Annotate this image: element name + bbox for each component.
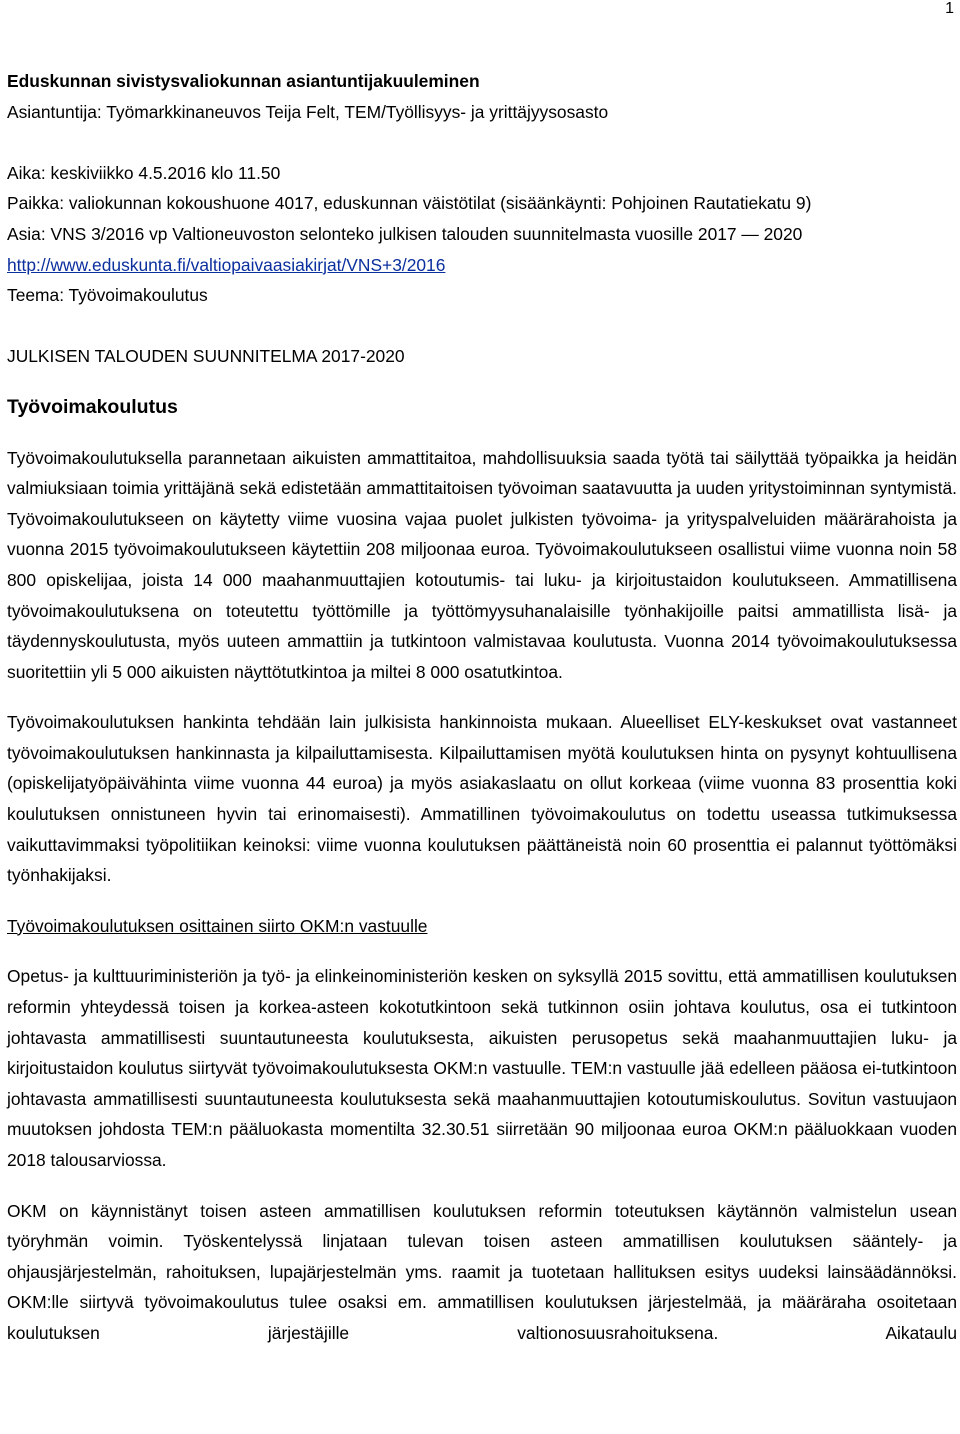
document-title: Eduskunnan sivistysvaliokunnan asiantuntijakuuleminen xyxy=(7,71,480,91)
spacer xyxy=(7,941,957,961)
paragraph-transfer: Opetus- ja kulttuuriministeriön ja työ- ja elinkeinoministeriön kesken on syksyllä 2015 sovittu, että ammatillisen koulutuksen reformin yhteydessä toisen ja korkea-asteen kokotutkintoon sekä tutkinnon osiin johtava koulutus, osa ei tutkintoon johtavasta ammatillisesti suuntautuneesta koulutuksesta, aikuisten perusopetus sekä maahanmuuttajien luku- ja kirjoitustaidon koulutus siirtyvät työvoimakoulutuksesta OKM:n vastuulle. TEM:n vastuulle jää edelleen pääosa ei-tutkintoon johtavasta ammatillisesti suuntautuneesta koulutuksesta sekä maahanmuuttajien kotoutumiskoulutus. Sovitun vastuujaon muutoksen johdosta TEM:n pääluokasta momentilta 32.30.51 siirretään 90 miljoonaa euroa OKM:n pääluokkaan vuoden 2018 talousarviossa. xyxy=(7,966,957,1170)
time-line: Aika: keskiviikko 4.5.2016 klo 11.50 xyxy=(7,162,281,183)
spacer xyxy=(7,687,957,707)
spacer xyxy=(7,127,957,158)
section-heading: Työvoimakoulutus xyxy=(7,395,178,418)
place-line: Paikka: valiokunnan kokoushuone 4017, eduskunnan väistötilat (sisäänkäynti: Pohjoinen Rautatiekatu 9) xyxy=(7,193,812,214)
paragraph-training-overview: Työvoimakoulutuksella parannetaan aikuisten ammattitaitoa, mahdollisuuksia saada työtä tai säilyttää työpaikka ja heidän valmiuksiaan toimia yrittäjänä sekä edistetään ammattitaitoisen työvoiman saatavuutta ja uuden yritystoiminnan syntymistä. Työvoimakoulutukseen on käytetty viime vuosina vajaa puolet julkisten työvoima- ja yrityspalveluiden määrärahoista ja vuonna 2015 työvoimakoulutukseen käytettiin 208 miljoonaa euroa. Työvoimakoulutukseen osallistui viime vuonna noin 58 800 opiskelijaa, joista 14 000 maahanmuuttajien kotoutumis- tai luku- ja kirjoitustaidon koulutukseen. Ammatillisena työvoimakoulutuksena on toteutettu työttömille ja työttömyysuhanalaisille työnhakijoille paitsi ammatillista lisä- ja täydennyskoulutusta, myös uuteen ammattiin ja tutkintoon valmistavaa koulutusta. Vuonna 2014 työvoimakoulutuksessa suoritettiin yli 5 000 aikuisten näyttötutkintoa ja miltei 8 000 osatutkintoa. xyxy=(7,447,957,682)
matter-line: Asia: VNS 3/2016 vp Valtioneuvoston selonteko julkisen talouden suunnitelmasta vuosille 2017 — 2020 xyxy=(7,223,803,244)
spacer xyxy=(7,372,957,392)
expert-line: Asiantuntija: Työmarkkinaneuvos Teija Felt, TEM/Työllisyys- ja yrittäjyysosasto xyxy=(7,101,609,122)
paragraph-reform: OKM on käynnistänyt toisen asteen ammatillisen koulutuksen reformin toteutuksen käytännön valmistelun usean työryhmän voimin. Työskentelyssä linjataan tulevan toisen asteen ammatillisen koulutuksen sääntely- ja ohjausjärjestelmän, rahoituksen, lupajärjestelmän yms. raamit ja tuotetaan hallituksen esitys uudeksi lainsäädännöksi. OKM:lle siirtyvä työvoimakoulutus tulee osaksi em. ammatillisen koulutuksen järjestelmää, ja määräraha osoitetaan koulutuksen järjestäjille valtionosuusrahoituksena. Aikataulu xyxy=(7,1200,957,1343)
spacer xyxy=(7,1176,957,1196)
plan-title: JULKISEN TALOUDEN SUUNNITELMA 2017-2020 xyxy=(7,346,405,367)
theme-line: Teema: Työvoimakoulutus xyxy=(7,285,208,306)
document-link[interactable]: http://www.eduskunta.fi/valtiopaivaasiakirjat/VNS+3/2016 xyxy=(7,254,446,275)
subheading-transfer: Työvoimakoulutuksen osittainen siirto OKM:n vastuulle xyxy=(7,915,428,936)
page-number: 1 xyxy=(945,0,954,17)
spacer xyxy=(7,891,957,911)
document-content xyxy=(7,66,957,1349)
spacer xyxy=(7,311,957,342)
spacer xyxy=(7,423,957,443)
paragraph-procurement: Työvoimakoulutuksen hankinta tehdään lain julkisista hankinnoista mukaan. Alueelliset ELY-keskukset ovat vastanneet työvoimakoulutuksen hankinnasta ja kilpailuttamisesta. Kilpailuttamisen myötä koulutuksen hinta on pysynyt kohtuullisena (opiskelijatyöpäivähinta viime vuonna 44 euroa) ja myös asiakaslaatu on ollut korkeaa (viime vuonna 83 prosenttia koki koulutuksen onnistuneen hyvin tai erinomaisesti). Ammatillinen työvoimakoulutus on todettu useassa tutkimuksessa vaikuttavimmaksi työpolitiikan keinoksi: viime vuonna koulutuksen päättäneistä noin 60 prosenttia ei palannut työttömäksi työnhakijaksi. xyxy=(7,712,957,886)
